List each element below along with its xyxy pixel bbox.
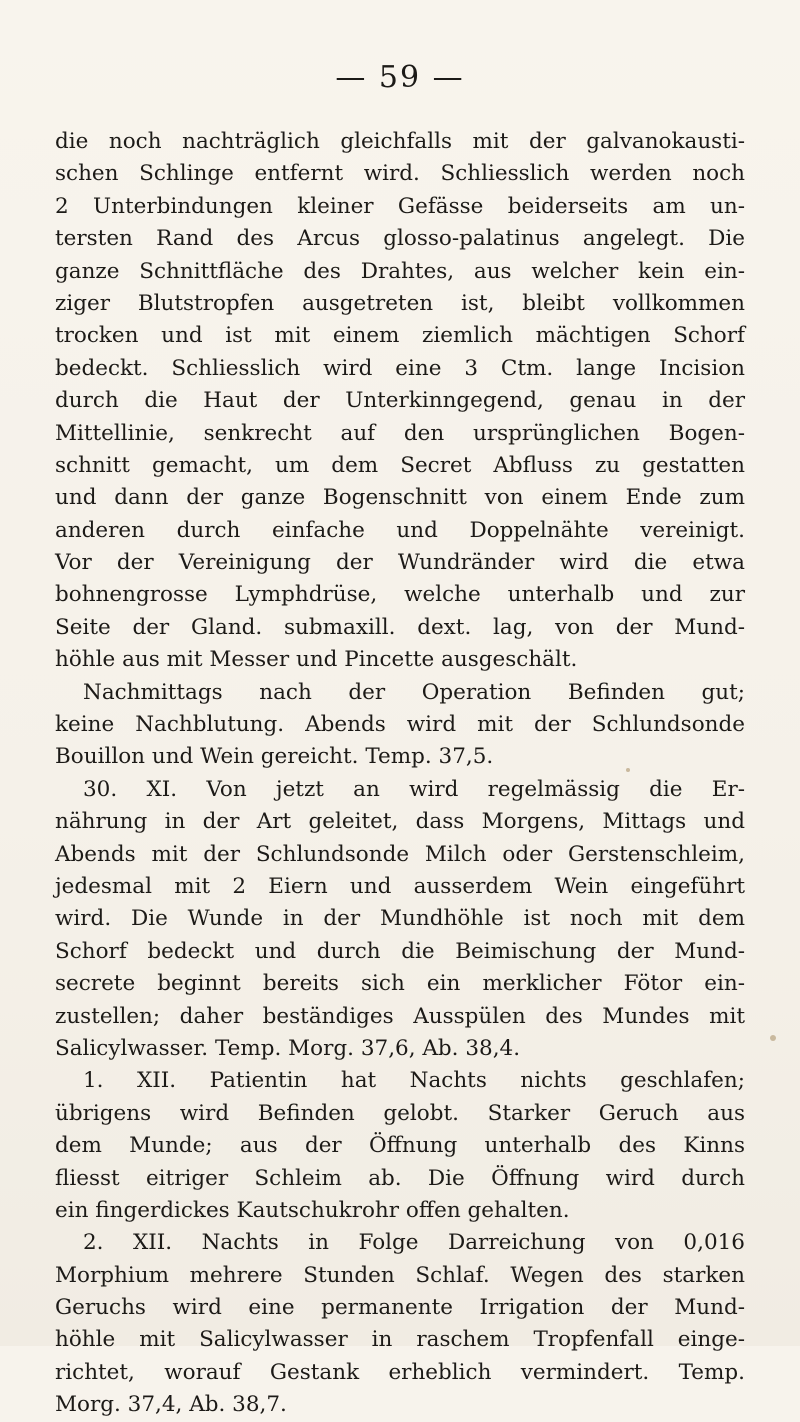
paper-speck — [770, 1035, 776, 1041]
text-line: 30. XI. Von jetzt an wird regelmässig die Er- — [83, 776, 745, 802]
text-line: übrigens wird Befinden gelobt. Starker Geruch aus — [55, 1100, 745, 1126]
text-line: anderen durch einfache und Doppelnähte vereinigt. — [55, 517, 745, 543]
body-text — [55, 126, 745, 1422]
text-line: trocken und ist mit einem ziemlich mächtigen Schorf — [55, 323, 745, 349]
text-line: Mittellinie, senkrecht auf den ursprünglichen Bogen- — [55, 420, 745, 446]
text-line: secrete beginnt bereits sich ein merklicher Fötor ein- — [55, 971, 745, 997]
text-line: nährung in der Art geleitet, dass Morgens, Mittags und — [55, 809, 745, 835]
text-line: Schorf bedeckt und durch die Beimischung der Mund- — [55, 938, 745, 964]
paper-speck — [626, 768, 630, 772]
text-line: jedesmal mit 2 Eiern und ausserdem Wein eingeführt — [55, 873, 745, 899]
text-line: Nachmittags nach der Operation Befinden gut; — [83, 679, 745, 705]
text-line: ziger Blutstropfen ausgetreten ist, bleibt vollkommen — [55, 290, 745, 316]
text-line: ganze Schnittfläche des Drahtes, aus welcher kein ein- — [55, 258, 745, 284]
text-line: Seite der Gland. submaxill. dext. lag, von der Mund- — [55, 614, 745, 640]
text-line: schen Schlinge entfernt wird. Schliesslich werden noch — [55, 161, 745, 187]
text-line: 1. XII. Patientin hat Nachts nichts geschlafen; — [83, 1068, 745, 1094]
text-line: ein fingerdickes Kautschukrohr offen gehalten. — [55, 1197, 570, 1223]
text-line: schnitt gemacht, um dem Secret Abfluss zu gestatten — [55, 452, 745, 478]
text-line: die noch nachträglich gleichfalls mit der galvanokausti- — [55, 129, 745, 154]
text-line: Bouillon und Wein gereicht. Temp. 37,5. — [55, 744, 494, 770]
text-line: Abends mit der Schlundsonde Milch oder Gerstenschleim, — [55, 841, 745, 867]
text-line: dem Munde; aus der Öffnung unterhalb des Kinns — [55, 1133, 745, 1159]
text-line: höhle aus mit Messer und Pincette ausgeschält. — [55, 647, 578, 673]
text-line: höhle mit Salicylwasser in raschem Tropfenfall einge- — [55, 1327, 745, 1353]
text-line: durch die Haut der Unterkinngegend, genau in der — [55, 388, 745, 414]
text-line: Morphium mehrere Stunden Schlaf. Wegen des starken — [55, 1262, 745, 1288]
text-line: zustellen; daher beständiges Ausspülen des Mundes mit — [55, 1003, 745, 1029]
text-line: 2. XII. Nachts in Folge Darreichung von 0,016 — [83, 1230, 745, 1256]
text-line: fliesst eitriger Schleim ab. Die Öffnung wird durch — [55, 1165, 745, 1191]
text-line: tersten Rand des Arcus glosso-palatinus angelegt. Die — [55, 226, 745, 252]
text-line: Morg. 37,4, Ab. 38,7. — [55, 1392, 287, 1418]
text-line: Vor der Vereinigung der Wundränder wird die etwa — [55, 550, 745, 576]
text-line: keine Nachblutung. Abends wird mit der Schlundsonde — [55, 712, 745, 738]
text-line: wird. Die Wunde in der Mundhöhle ist noch mit dem — [55, 906, 745, 932]
text-line: bedeckt. Schliesslich wird eine 3 Ctm. lange Incision — [55, 355, 745, 381]
text-line: Geruchs wird eine permanente Irrigation der Mund- — [55, 1295, 745, 1321]
text-line: Salicylwasser. Temp. Morg. 37,6, Ab. 38,4. — [55, 1035, 521, 1061]
text-line: 2 Unterbindungen kleiner Gefässe beiderseits am un- — [55, 193, 745, 219]
page-number: — 59 — — [335, 60, 465, 95]
text-line: und dann der ganze Bogenschnitt von einem Ende zum — [55, 485, 745, 511]
text-line: richtet, worauf Gestank erheblich vermindert. Temp. — [55, 1359, 745, 1385]
text-line: bohnengrosse Lymphdrüse, welche unterhalb und zur — [55, 582, 745, 608]
